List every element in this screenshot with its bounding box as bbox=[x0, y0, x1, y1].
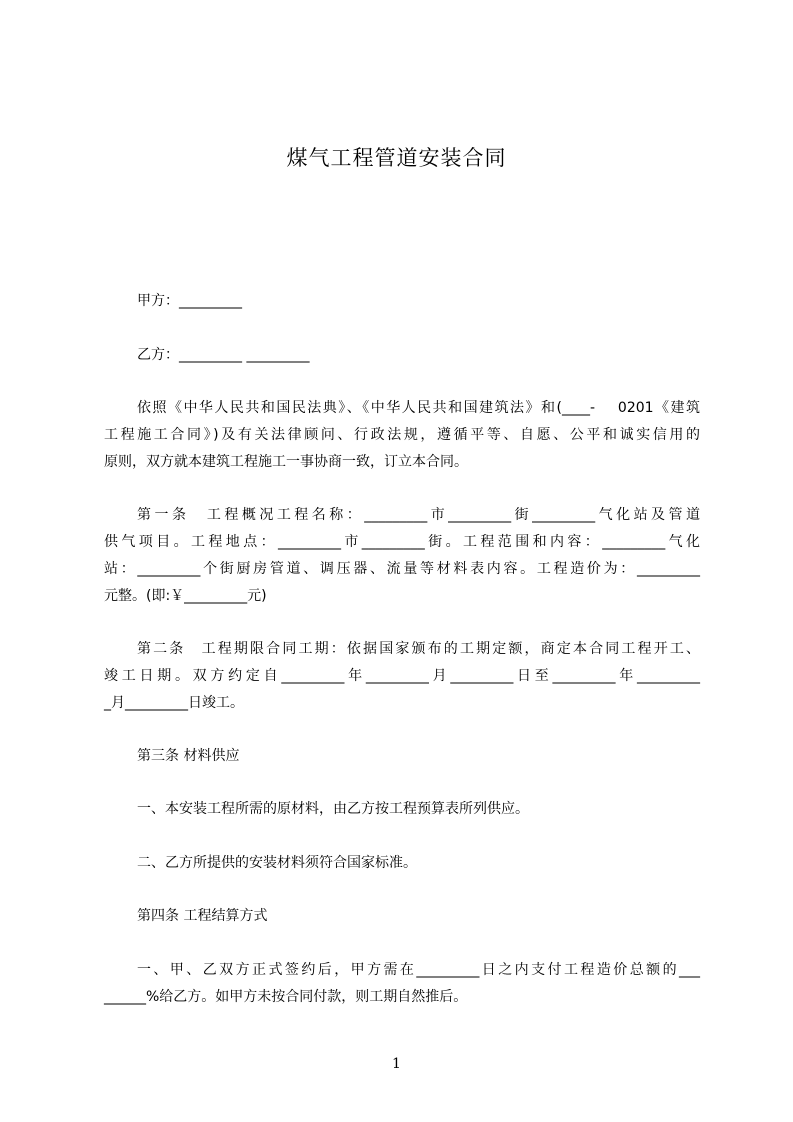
preamble-line-1: 依照《中华人民共和国民法典》、《中华人民共和国建筑法》和(____- 0201《建筑 bbox=[137, 400, 700, 416]
party-b-line: 乙方：_________ _________ bbox=[137, 347, 310, 363]
article4-item-1-line-2: ______%给乙方。如甲方未按合同付款，则工期自然推后。 bbox=[104, 989, 468, 1005]
document-title: 煤气工程管道安装合同 bbox=[286, 146, 507, 170]
preamble-line-2: 工程施工合同》)及有关法律顾问、行政法规，遵循平等、自愿、公平和诚实信用的 bbox=[104, 427, 700, 443]
article1-line-1: 第一条 工程概况工程名称：_________市_________街_________气化站及管道 bbox=[137, 507, 700, 523]
preamble-line-3: 原则，双方就本建筑工程施工一事协商一致，订立本合同。 bbox=[104, 454, 468, 470]
article1-line-2: 供气项目。工程地点：_________市_________街。工程范围和内容：_________气化 bbox=[104, 534, 700, 550]
article2-line-1: 第二条 工程期限合同工期：依据国家颁布的工期定额，商定本合同工程开工、 bbox=[137, 641, 700, 657]
article2-line-3: _月_________日竣工。 bbox=[104, 695, 244, 711]
article1-line-4: 元整。(即:￥_________元) bbox=[104, 588, 267, 604]
article3-heading: 第三条 材料供应 bbox=[137, 748, 240, 764]
article1-line-3: 站：_________个街厨房管道、调压器、流量等材料表内容。工程造价为：_________ bbox=[104, 561, 700, 577]
article4-item-1-line-1: 一、甲、乙双方正式签约后，甲方需在_________日之内支付工程造价总额的___ bbox=[137, 962, 700, 978]
article3-item-1: 一、本安装工程所需的原材料，由乙方按工程预算表所列供应。 bbox=[137, 801, 529, 817]
article3-item-2: 二、乙方所提供的安装材料须符合国家标准。 bbox=[137, 855, 417, 871]
party-a-line: 甲方：_________ bbox=[137, 293, 242, 309]
article4-heading: 第四条 工程结算方式 bbox=[137, 908, 268, 924]
page-number: 1 bbox=[392, 1056, 401, 1072]
article2-line-2: 竣工日期。双方约定自_________年_________月_________日至_________年_________ bbox=[104, 668, 700, 684]
